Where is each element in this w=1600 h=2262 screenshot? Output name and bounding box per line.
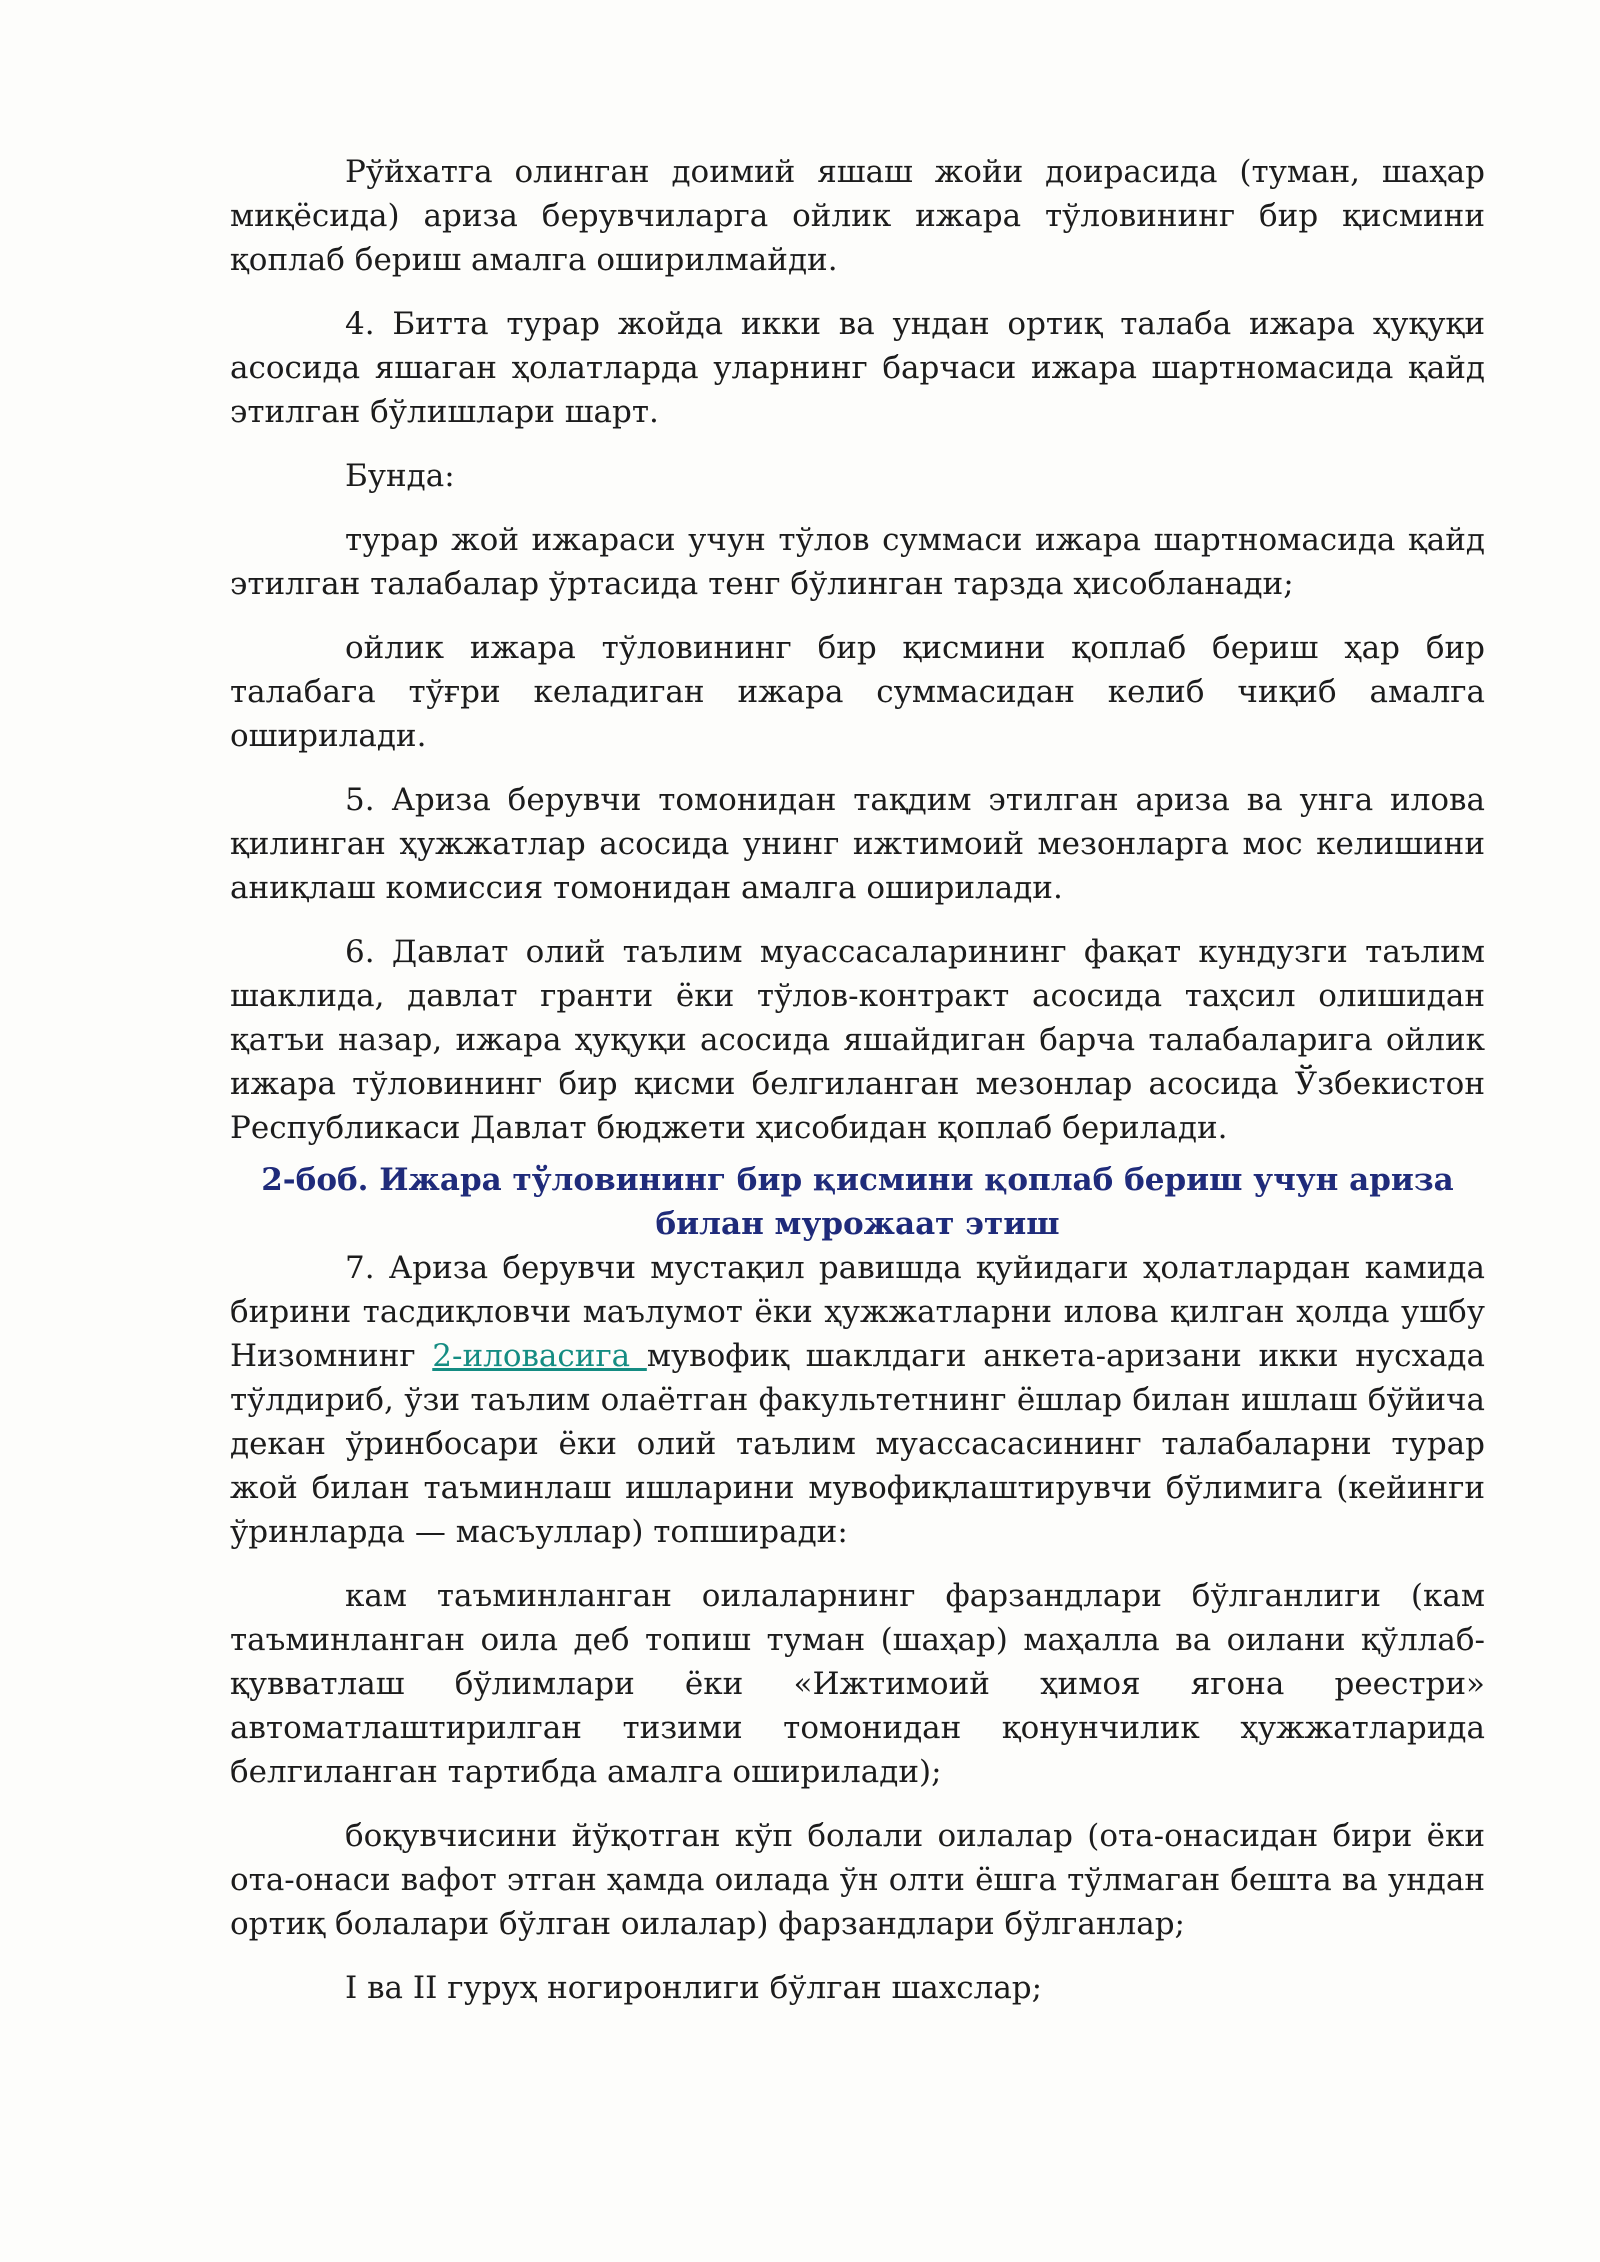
paragraph-item-4: 4. Битта турар жойда икки ва ундан ортиқ талаба ижара ҳуқуқи асосида яшаган ҳолатларда уларнинг барчаси ижара шартномасида қайд этилган бўлишлари шарт. <box>230 306 1485 430</box>
paragraph-item-7-start: 7. Ариза берувчи мустақил равишда қуйидаги ҳолатлардан камида бирини тасдиқловчи маълумот ёки ҳужжатларни илова қилган ҳолда ушбу Низомнинг <box>230 1250 1485 1374</box>
paragraph-registered-residence: Рўйхатга олинган доимий яшаш жойи доирасида (туман, шаҳар миқёсида) ариза берувчиларга ойлик ижара тўловининг бир қисмини қоплаб бериш амалга оширилмайди. <box>230 154 1485 278</box>
paragraph-item-6: 6. Давлат олий таълим муассасаларининг фақат кундузги таълим шаклида, давлат гранти ёки тўлов-контракт асосида таҳсил олишидан қатъи назар, ижара ҳуқуқи асосида яшайдиган барча талабаларига ойлик ижара тўловининг бир қисми белгиланган мезонлар асосида Ўзбекистон Республикаси Давлат бюджети ҳисобидан қоплаб берилади. <box>230 934 1485 1146</box>
chapter-heading: 2-боб. Ижара тўловининг бир қисмини қоплаб бериш учун ариза билан мурожаат этиш <box>261 1162 1454 1242</box>
paragraph-item-7-end: мувофиқ шаклдаги анкета-аризани икки нусхада тўлдириб, ўзи таълим олаётган факультетнинг ёшлар билан ишлаш бўйича декан ўринбосари ёки олий таълим муассасасининг талабаларни турар жой билан таъминлаш ишларини мувофиқлаштирувчи бўлимига (кейинги ўринларда — масъуллар) топширади: <box>230 1338 1485 1550</box>
appendix-2-link[interactable]: 2-иловасига <box>432 1338 647 1374</box>
document-page <box>230 150 1485 2030</box>
list-item-disability: I ва II гуруҳ ногиронлиги бўлган шахслар; <box>345 1970 1043 2006</box>
paragraph-item-5: 5. Ариза берувчи томонидан тақдим этилган ариза ва унга илова қилинган ҳужжатлар асосида унинг ижтимоий мезонларга мос келишини аниқлаш комиссия томонидан амалга оширилади. <box>230 782 1485 906</box>
paragraph-bunda: Бунда: <box>345 458 455 494</box>
paragraph-rent-sum: турар жой ижараси учун тўлов суммаси ижара шартномасида қайд этилган талабалар ўртасида тенг бўлинган тарзда ҳисобланади; <box>230 522 1485 602</box>
paragraph-monthly-payment: ойлик ижара тўловининг бир қисмини қоплаб бериш ҳар бир талабага тўғри келадиган ижара суммасидан келиб чиқиб амалга оширилади. <box>230 630 1485 754</box>
paragraph-item-7 <box>230 1246 1485 1554</box>
list-item-large-families: боқувчисини йўқотган кўп болали оилалар (ота-онасидан бири ёки ота-онаси вафот этган ҳамда оилада ўн олти ёшга тўлмаган бешта ва ундан ортиқ болалари бўлган оилалар) фарзандлари бўлганлар; <box>230 1818 1485 1942</box>
list-item-low-income: кам таъминланган оилаларнинг фарзандлари бўлганлиги (кам таъминланган оила деб топиш туман (шаҳар) маҳалла ва оилани қўллаб-қувватлаш бўлимлари ёки «Ижтимоий ҳимоя ягона реестри» автоматлаштирилган тизими томонидан қонунчилик ҳужжатларида белгиланган тартибда амалга оширилади); <box>230 1578 1485 1790</box>
